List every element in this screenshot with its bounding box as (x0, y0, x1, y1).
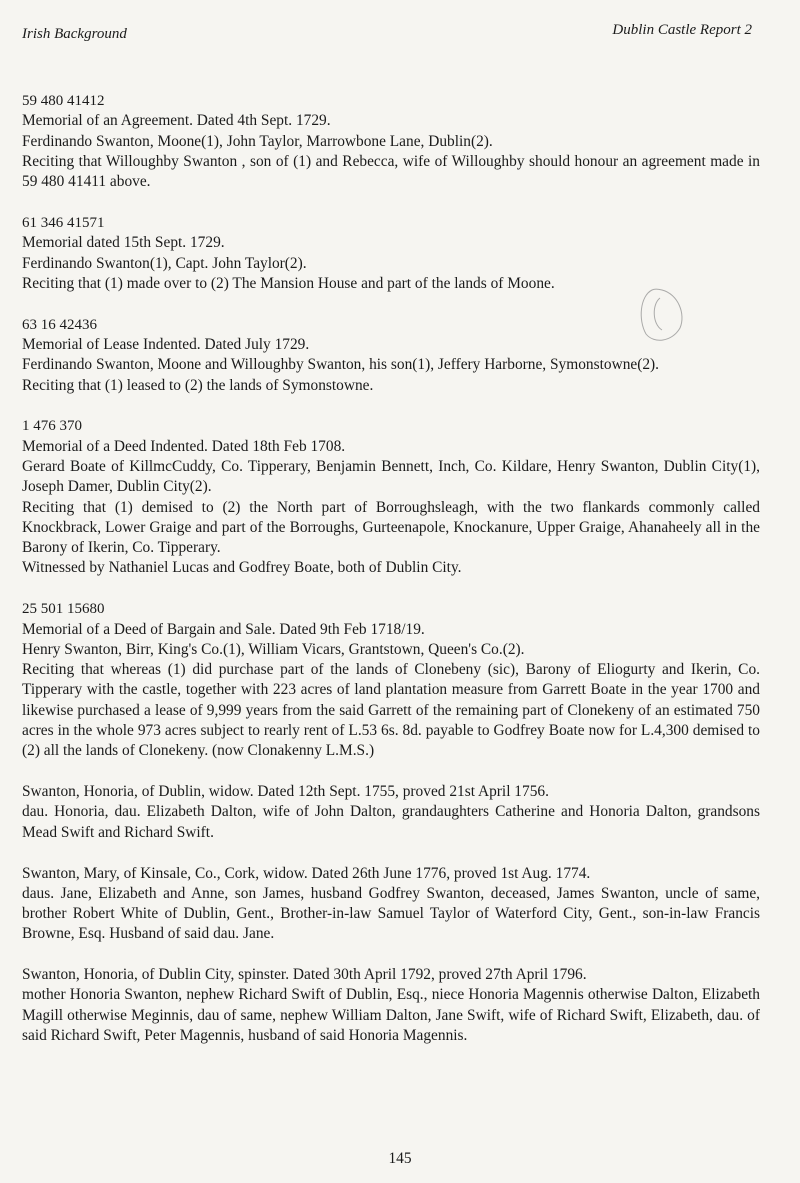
entry-line: dau. Honoria, dau. Elizabeth Dalton, wife of John Dalton, grandaughters Catherine and Honoria Dalton, grandsons Mead Swift and Richard Swift. (22, 803, 760, 841)
entry-line: Memorial of an Agreement. Dated 4th Sept. 1729. (22, 112, 331, 130)
entry-reference: 63 16 42436 (22, 316, 97, 333)
page-number: 145 (388, 1150, 412, 1167)
entry-line: Ferdinando Swanton, Moone and Willoughby Swanton, his son(1), Jeffery Harborne, Symonstowne(2). (22, 356, 660, 374)
entry-reference: 1 476 370 (22, 418, 82, 435)
entry-line: Memorial of a Deed of Bargain and Sale. Dated 9th Feb 1718/19. (22, 620, 425, 638)
running-header-left: Irish Background (22, 26, 127, 42)
entry-line: Memorial of Lease Indented. Dated July 1729. (22, 335, 310, 353)
entry-1 (22, 91, 760, 192)
entry-line: Gerard Boate of KillmcCuddy, Co. Tipperary, Benjamin Bennett, Inch, Co. Kildare, Henry Swanton, Dublin City(1), Joseph Damer, Dublin City(2). (22, 457, 760, 496)
entry-line: Reciting that Willoughby Swanton , son of (1) and Rebecca, wife of Willoughby should honour an agreement made in 59 480 41411 above. (22, 152, 760, 191)
entry-reference: 25 501 15680 (22, 601, 105, 618)
document-body (22, 91, 760, 1067)
entry-line: Henry Swanton, Birr, King's Co.(1), William Vicars, Grantstown, Queen's Co.(2). (22, 640, 525, 658)
entry-line: Reciting that whereas (1) did purchase part of the lands of Clonebeny (sic), Barony of Eliogurty and Ikerin, Co. Tipperary with the castle, together with 223 acres of land plantation measure from Garrett Boate in the year 1700 and likewise purchased a lease of 9,999 years from the said Garrett of the remaining part of Clonekeny of an estimated 750 acres in the whole 973 acres subject to rearly rent of L.53 6s. 8d. payable to Godfrey Boate now for L.4,300 demised to (2) all the lands of Clonekeny. (now Clonakenny L.M.S.) (22, 661, 760, 760)
entry-4 (22, 416, 760, 578)
entry-line: Witnessed by Nathaniel Lucas and Godfrey Boate, both of Dublin City. (22, 559, 462, 577)
entry-line: Reciting that (1) leased to (2) the lands of Symonstowne. (22, 376, 374, 394)
entry-line: Reciting that (1) demised to (2) the North part of Borroughsleagh, with the two flankards commonly called Knockbrack, Lower Graige and part of the Borroughs, Gurteenapole, Knockanure, Upper Graige, Ahanaheely all in the Barony of Ikerin, Co. Tipperary. (22, 498, 760, 557)
entry-line: Ferdinando Swanton(1), Capt. John Taylor(2). (22, 254, 307, 272)
entry-7 (22, 864, 760, 945)
entry-line: Swanton, Mary, of Kinsale, Co., Cork, widow. Dated 26th June 1776, proved 1st Aug. 1774. (22, 864, 591, 882)
entry-line: Swanton, Honoria, of Dublin City, spinster. Dated 30th April 1792, proved 27th April 1796. (22, 966, 587, 984)
entry-3 (22, 315, 760, 396)
entry-line: mother Honoria Swanton, nephew Richard Swift of Dublin, Esq., niece Honoria Magennis otherwise Dalton, Elizabeth Magill otherwise Meginnis, dau of same, nephew William Dalton, Jane Swift, wife of Richard Swift, Elizabeth, dau. of said Richard Swift, Peter Magennis, husband of said Honoria Magennis. (22, 986, 760, 1045)
entry-reference: 59 480 41412 (22, 93, 105, 109)
entry-line: daus. Jane, Elizabeth and Anne, son James, husband Godfrey Swanton, deceased, James Swanton, uncle of same, brother Robert White of Dublin, Gent., Brother-in-law Samuel Taylor of Waterford City, Gent., son-in-law Francis Browne, Esq. Husband of said dau. Jane. (22, 884, 760, 943)
entry-line: Reciting that (1) made over to (2) The Mansion House and part of the lands of Moone. (22, 274, 555, 292)
entry-5 (22, 599, 760, 761)
entry-reference: 61 346 41571 (22, 214, 105, 231)
running-header-right: Dublin Castle Report 2 (612, 22, 752, 38)
entry-2 (22, 213, 760, 294)
entry-line: Swanton, Honoria, of Dublin, widow. Dated 12th Sept. 1755, proved 21st April 1756. (22, 783, 549, 801)
entry-6 (22, 782, 760, 843)
entry-line: Memorial dated 15th Sept. 1729. (22, 234, 225, 252)
entry-line: Ferdinando Swanton, Moone(1), John Taylor, Marrowbone Lane, Dublin(2). (22, 132, 493, 150)
entry-line: Memorial of a Deed Indented. Dated 18th Feb 1708. (22, 437, 346, 455)
entry-8 (22, 965, 760, 1046)
